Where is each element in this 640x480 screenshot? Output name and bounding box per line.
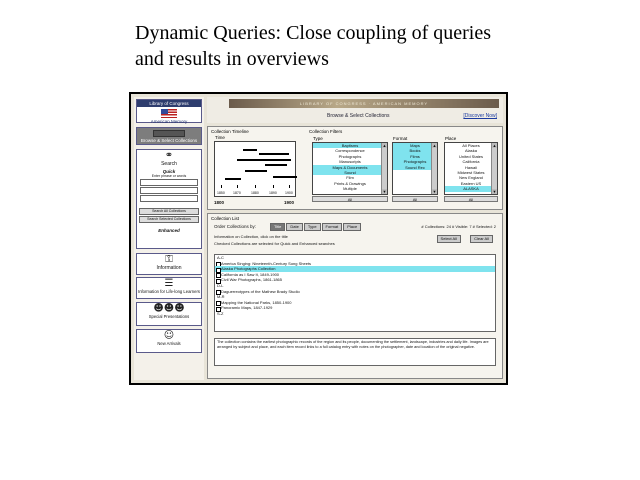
quick-sub: Enter phrase or words	[151, 174, 187, 178]
collection-filters-label: Collection Filters	[309, 129, 343, 134]
timeline-tick-label: 1870	[233, 191, 241, 195]
timeline-bar[interactable]	[265, 164, 287, 166]
collection-description: The collection contains the earliest photographic records of the region and its people, documenting the settlement, landscape, industries and daily life. Images are arranged by subject and place, and each item record links to a full catalog entry with notes on the photographer, date and location of the original negative.	[214, 338, 496, 366]
start-year: 1800	[214, 200, 225, 205]
type-item[interactable]: Baptisms	[313, 143, 387, 148]
am-label: American Memory	[150, 119, 188, 124]
books-icon	[153, 130, 185, 137]
format-item[interactable]: Films	[393, 154, 437, 159]
type-label: Type	[313, 136, 323, 141]
timeline-bar[interactable]	[237, 159, 291, 161]
books-stack-icon: ☰	[164, 278, 174, 289]
information-label: Information	[156, 265, 182, 271]
timeline-slider[interactable]	[214, 141, 296, 197]
page-header	[207, 97, 503, 123]
order-by-label: Order Collections by:	[214, 224, 257, 229]
slide-title: Dynamic Queries: Close coupling of queries and results in overviews	[135, 22, 492, 70]
scroll-up-icon[interactable]: ▲	[492, 143, 497, 148]
left-nav	[134, 97, 204, 380]
scroll-down-icon[interactable]: ▼	[382, 189, 387, 194]
type-scrollbar[interactable]	[381, 143, 387, 194]
scroll-up-icon[interactable]: ▲	[432, 143, 437, 148]
timeline-bar[interactable]	[273, 176, 297, 178]
timeline-bar[interactable]	[225, 178, 241, 180]
lifelong-learners-button[interactable]	[136, 277, 202, 299]
format-list[interactable]	[392, 142, 438, 195]
order-date-button[interactable]: Date	[286, 223, 302, 231]
search-selected-button[interactable]: Search Selected Collections	[139, 216, 199, 223]
type-item[interactable]: Multiple	[343, 186, 357, 192]
discover-link[interactable]: [Discover Now]	[463, 113, 497, 119]
place-label: Place	[445, 136, 457, 141]
format-item[interactable]: Books	[393, 148, 437, 153]
list-item-title[interactable]: Civil War Photographs, 1861-1865	[221, 277, 282, 283]
timeline-tick	[273, 185, 274, 188]
figure-icon: ☺	[163, 330, 175, 341]
format-item[interactable]: Maps	[393, 143, 437, 148]
place-item[interactable]: Eastern US	[460, 180, 482, 186]
order-title-button[interactable]: Title	[270, 223, 285, 231]
info-line: Information on Collection, click on the title	[214, 234, 288, 239]
binoculars-icon: ⚭	[164, 150, 174, 161]
list-item-title[interactable]: America Singing: Nineteenth-Century Song Sheets	[221, 260, 312, 266]
quick-search-input[interactable]	[140, 179, 198, 186]
timeline-tick-label: 1880	[251, 191, 259, 195]
timeline-tick	[289, 185, 290, 188]
search-all-button[interactable]: Search All Collections	[139, 208, 199, 215]
lifelong-label: Information for Life-long Learners	[138, 289, 200, 294]
timeline-bar[interactable]	[259, 153, 289, 155]
enhanced-link[interactable]: Enhanced	[158, 228, 180, 233]
collection-counts: # Collections: 24 # Visible: 7 # Selected: 2	[421, 224, 496, 229]
timeline-tick-label: 1850	[217, 191, 225, 195]
timeline-tick	[255, 185, 256, 188]
timeline-bar[interactable]	[245, 170, 267, 172]
list-item-title[interactable]: Alaska Photographs Collection	[221, 266, 276, 272]
special-presentations-button[interactable]	[136, 302, 202, 326]
type-item[interactable]: Sound	[313, 170, 387, 175]
type-list[interactable]	[312, 142, 388, 195]
search-panel	[136, 149, 202, 249]
place-scrollbar[interactable]	[491, 143, 497, 194]
time-sublabel: Time	[215, 135, 225, 140]
new-arrivals-button[interactable]	[136, 329, 202, 353]
people-icon: ☻☻☻	[153, 303, 185, 314]
end-year: 1900	[284, 200, 295, 205]
loc-am-logo[interactable]	[136, 99, 202, 123]
list-group-header: S-Z	[217, 310, 224, 316]
search-label: Search	[161, 161, 177, 167]
app-window	[131, 94, 506, 383]
list-item-title[interactable]: Panoramic Maps, 1847-1929	[221, 305, 273, 311]
place-item[interactable]: Alaska	[464, 148, 477, 154]
place-item[interactable]: Midwest States	[457, 169, 485, 175]
quick-search-input-2[interactable]	[140, 187, 198, 194]
timeline-tick	[237, 185, 238, 188]
timeline-bar[interactable]	[243, 149, 257, 151]
timeline-tick-label: 1890	[269, 191, 277, 195]
browse-select-button[interactable]	[136, 127, 202, 145]
place-item[interactable]: New England	[459, 175, 483, 181]
collection-list-panel	[207, 213, 503, 379]
quick-search-input-3[interactable]	[140, 195, 198, 202]
place-all-button[interactable]: All	[444, 196, 498, 202]
special-label: Special Presentations	[148, 314, 190, 319]
scroll-down-icon[interactable]: ▼	[432, 189, 437, 194]
type-item[interactable]: Film	[346, 175, 354, 181]
format-scrollbar[interactable]	[431, 143, 437, 194]
loc-header: Library of Congress	[137, 100, 201, 107]
clear-all-button[interactable]: Clear All	[470, 235, 493, 243]
filters-panel	[207, 126, 503, 210]
order-buttons	[270, 223, 362, 231]
collection-list-label: Collection List	[211, 216, 240, 221]
list-item-title[interactable]: Daguerreotypes of the Mathew Brady Studio	[221, 288, 300, 294]
type-item[interactable]: Manuscripts	[339, 159, 361, 165]
timeline-label: Collection Timeline	[211, 129, 249, 134]
scroll-up-icon[interactable]: ▲	[382, 143, 387, 148]
format-item[interactable]: Photographs	[393, 159, 437, 164]
timeline-tick-label: 1900	[285, 191, 293, 195]
collection-rows	[214, 254, 496, 332]
format-item[interactable]: Sound Rec	[393, 165, 437, 170]
select-all-button[interactable]: Select All	[437, 235, 461, 243]
checked-line: Checked Collections are selected for Quick and Enhanced searches	[214, 241, 335, 246]
timeline-tick	[221, 185, 222, 188]
quick-label: Quick	[162, 169, 176, 174]
information-button[interactable]	[136, 253, 202, 275]
order-format-button[interactable]: Format	[322, 223, 343, 231]
type-item[interactable]: Prints & Drawings	[334, 180, 366, 186]
place-list[interactable]	[444, 142, 498, 195]
place-item[interactable]: United States	[458, 153, 483, 159]
scroll-down-icon[interactable]: ▼	[492, 189, 497, 194]
browse-label: Browse & Select Collections	[140, 138, 198, 143]
format-all-button[interactable]: All	[392, 196, 438, 202]
format-label: Format	[393, 136, 408, 141]
place-item[interactable]: All Places	[462, 143, 480, 148]
type-item[interactable]: Correspondence	[335, 148, 365, 154]
new-label: New Arrivals	[157, 341, 181, 346]
place-item[interactable]: California	[462, 159, 480, 165]
type-item[interactable]: Maps & Documents	[313, 165, 387, 170]
order-type-button[interactable]: Type	[304, 223, 321, 231]
place-item[interactable]: ALASKA	[445, 186, 497, 191]
page-title: Browse & Select Collections	[327, 113, 390, 119]
list-group-header: A-C	[217, 255, 224, 260]
list-item-title[interactable]: California as I Saw It, 1849-1900	[221, 271, 280, 277]
place-item[interactable]: Hawaii	[464, 164, 477, 170]
app-screenshot	[129, 92, 508, 385]
header-banner: LIBRARY OF CONGRESS · AMERICAN MEMORY	[229, 99, 499, 108]
type-all-button[interactable]: All	[312, 196, 388, 202]
key-icon: ⚿	[165, 254, 173, 265]
list-group-header: M-R	[217, 294, 225, 300]
list-group-header: D-L	[217, 282, 224, 288]
flag-icon	[161, 109, 177, 118]
list-item-title[interactable]: Mapping the National Parks, 1850-1900	[221, 299, 292, 305]
order-place-button[interactable]: Place	[343, 223, 361, 231]
type-item[interactable]: Photographs	[338, 153, 362, 159]
